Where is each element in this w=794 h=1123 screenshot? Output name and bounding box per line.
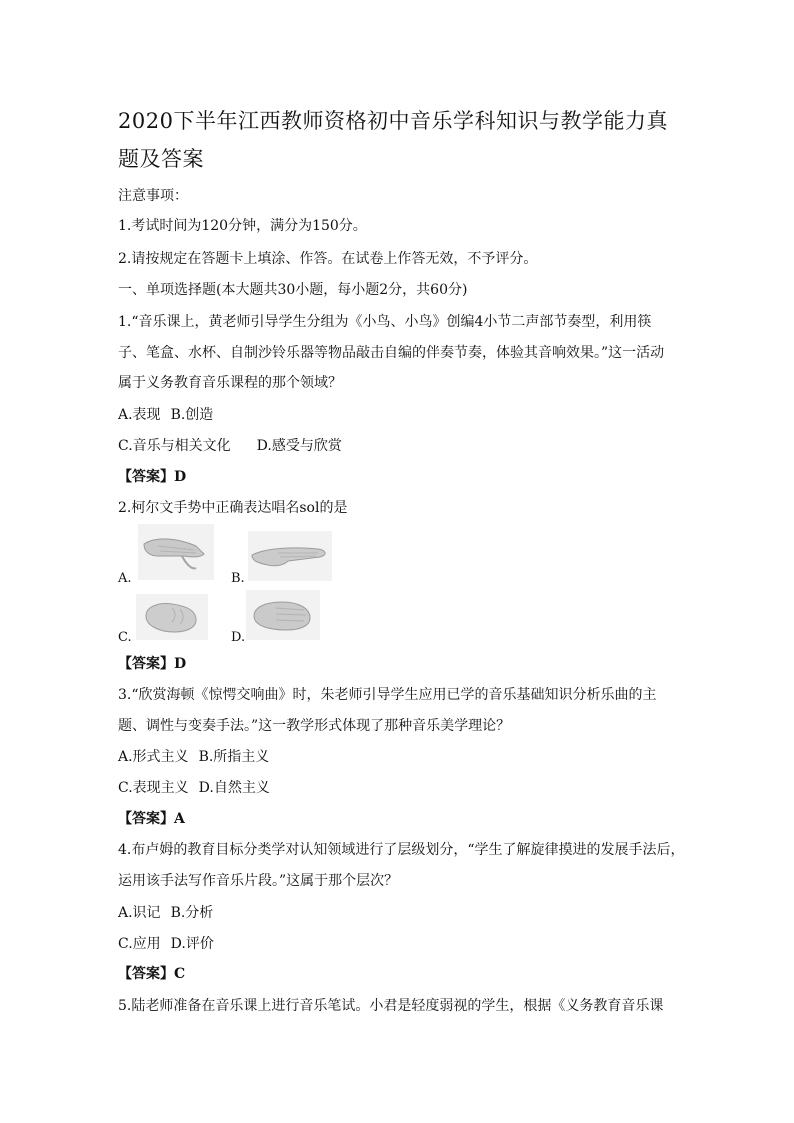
q1-answer: 【答案】D xyxy=(118,469,187,485)
q1-stem-line-3: 属于义务教育音乐课程的那个领域？ xyxy=(118,375,342,391)
notice-heading: 注意事项： xyxy=(118,188,188,204)
q2-option-a-label: A. xyxy=(118,571,132,586)
q5-stem-line-1: 5.陆老师准备在音乐课上进行音乐笔试。小君是轻度弱视的学生，根据《义务教育音乐课 xyxy=(118,998,664,1014)
q1-stem-line-1: 1.“音乐课上，黄老师引导学生分组为《小鸟、小鸟》创编4小节二声部节奏型，利用筷 xyxy=(118,314,652,330)
q4-options-row-2 xyxy=(118,937,214,951)
q4-options-row-1 xyxy=(118,906,213,920)
page-title-line-2: 题及答案 xyxy=(118,147,204,171)
q4-option-b: B.分析 xyxy=(170,905,214,921)
q2-option-d-label: D. xyxy=(231,630,246,645)
page-title-line-1: 2020下半年江西教师资格初中音乐学科知识与教学能力真 xyxy=(118,109,668,133)
q4-option-c: C.应用 xyxy=(118,936,161,952)
q1-option-c: C.音乐与相关文化 xyxy=(118,438,231,454)
q4-option-a: A.识记 xyxy=(118,905,161,921)
hand-sign-open-palm-icon xyxy=(246,590,320,640)
q3-options-row-2 xyxy=(118,781,270,795)
q2-stem: 2.柯尔文手势中正确表达唱名sol的是 xyxy=(118,500,348,516)
q3-options-row-1 xyxy=(118,750,269,764)
q4-answer: 【答案】C xyxy=(118,966,186,982)
q3-option-a: A.形式主义 xyxy=(118,749,189,765)
q3-option-d: D.自然主义 xyxy=(198,780,270,796)
q2-answer: 【答案】D xyxy=(118,656,187,672)
q1-options-row-1 xyxy=(118,408,213,422)
q2-option-c-label: C. xyxy=(118,630,132,645)
q3-stem-line-2: 题、调性与变奏手法。”这一教学形式体现了那种音乐美学理论？ xyxy=(118,718,511,734)
hand-sign-flat-forward-icon xyxy=(248,531,332,581)
q4-stem-line-1: 4.布卢姆的教育目标分类学对认知领域进行了层级划分，“学生了解旋律摸进的发展手法后， xyxy=(118,842,685,858)
q1-option-a: A.表现 xyxy=(118,407,161,423)
q1-option-b: B.创造 xyxy=(170,407,214,423)
q1-options-row-2 xyxy=(118,439,342,453)
hand-sign-fist-icon xyxy=(136,594,208,640)
hand-sign-flat-down-icon xyxy=(138,524,214,580)
q3-option-b: B.所指主义 xyxy=(198,749,270,765)
q3-answer: 【答案】A xyxy=(118,811,185,827)
q4-option-d: D.评价 xyxy=(170,936,214,952)
q3-stem-line-1: 3.“欣赏海顿《惊愕交响曲》时，朱老师引导学生应用已学的音乐基础知识分析乐曲的主 xyxy=(118,687,657,703)
notice-item-1: 1.考试时间为120分钟，满分为150分。 xyxy=(118,218,367,234)
q1-option-d: D.感受与欣赏 xyxy=(256,438,342,454)
section-heading: 一、单项选择题(本大题共30小题，每小题2分，共60分) xyxy=(118,282,468,298)
q4-stem-line-2: 运用该手法写作音乐片段。”这属于那个层次？ xyxy=(118,873,399,889)
q3-option-c: C.表现主义 xyxy=(118,780,189,796)
q1-stem-line-2: 子、笔盒、水杯、自制沙铃乐器等物品敲击自编的伴奏节奏，体验其音响效果。”这一活动 xyxy=(118,345,665,361)
q2-option-b-label: B. xyxy=(231,571,245,586)
notice-item-2: 2.请按规定在答题卡上填涂、作答。在试卷上作答无效，不予评分。 xyxy=(118,251,538,267)
